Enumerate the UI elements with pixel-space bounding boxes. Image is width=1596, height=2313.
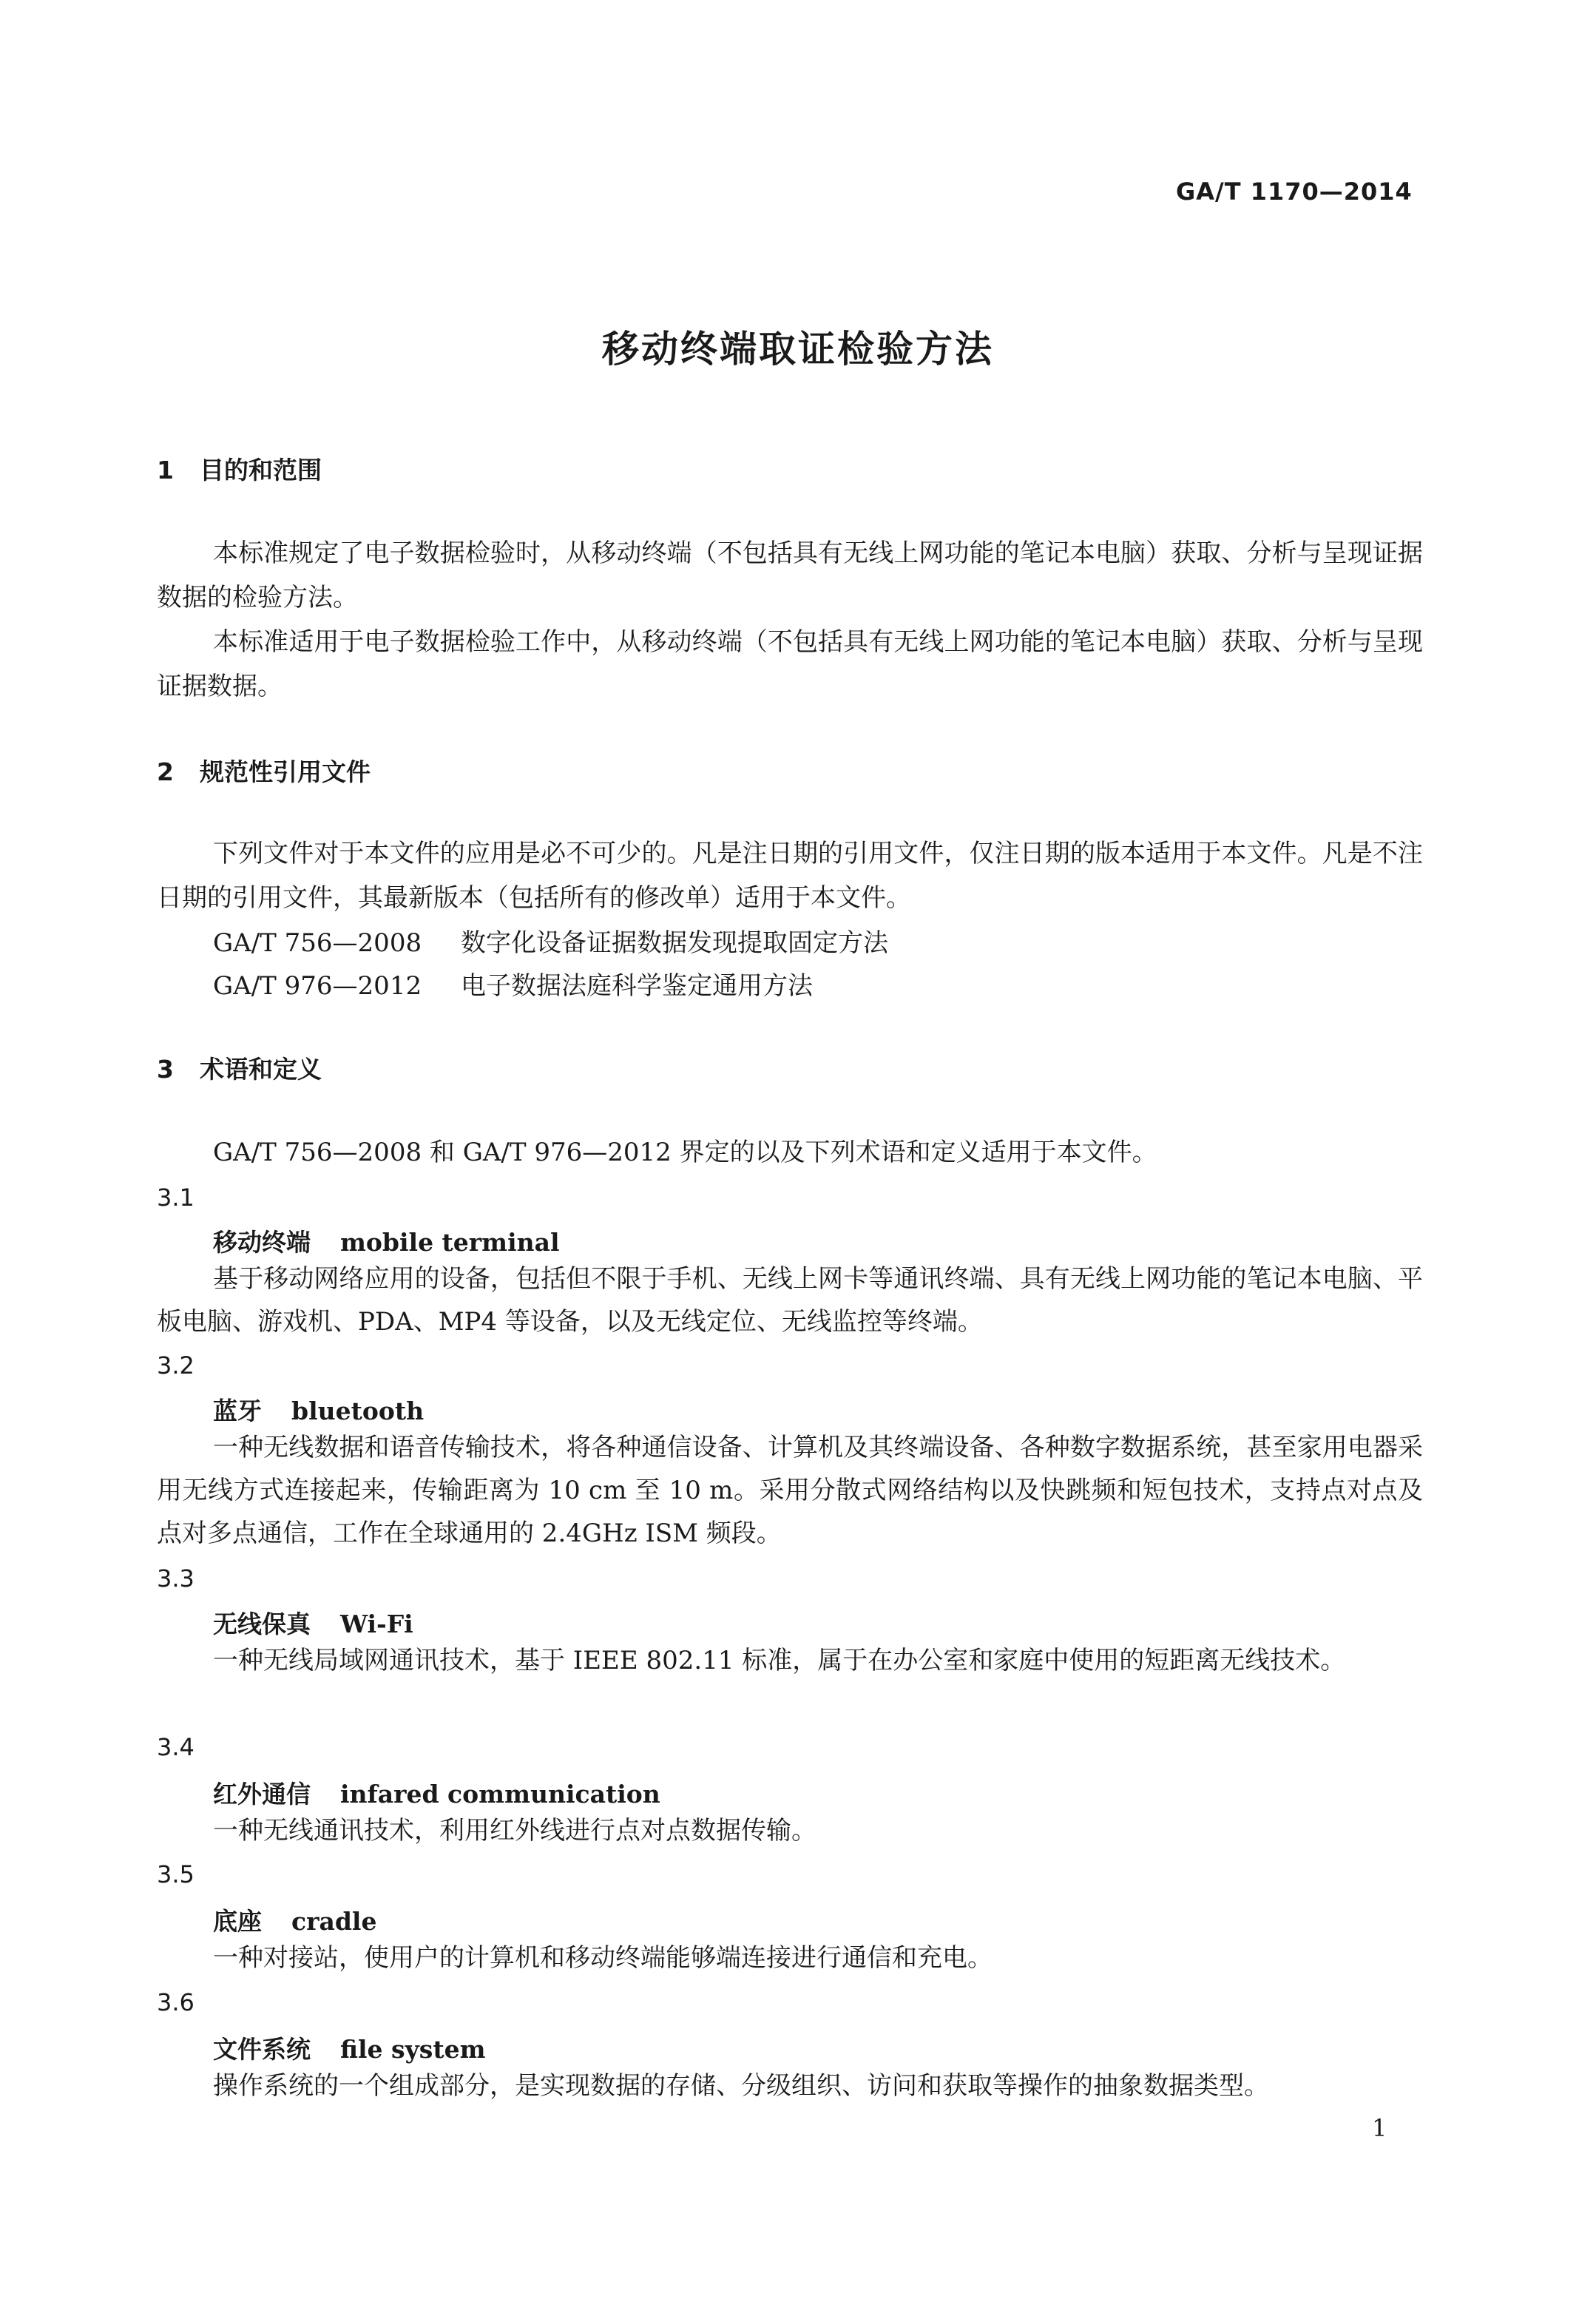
- paragraph: 下列文件对于本文件的应用是必不可少的。凡是注日期的引用文件，仅注日期的版本适用于本文件。凡是不注日期的引用文件，其最新版本（包括所有的修改单）适用于本文件。: [157, 839, 1423, 913]
- section-1-body: [157, 531, 1423, 709]
- term-zh: 底座: [213, 1907, 262, 1936]
- reference-title: 数字化设备证据数据发现提取固定方法: [461, 928, 888, 958]
- definition-text: 一种无线数据和语音传输技术，将各种通信设备、计算机及其终端设备、各种数字数据系统，甚至家用电器采用无线方式连接起来，传输距离为 10 cm 至 10 m。采用分散式网络结构以及快跳频和短包技术，支持点对点及点对多点通信，工作在全球通用的 2.4GHz ISM 频段。: [157, 1433, 1423, 1548]
- term-zh: 红外通信: [213, 1780, 311, 1809]
- reference-title: 电子数据法庭科学鉴定通用方法: [461, 971, 813, 1001]
- reference-code: GA/T 756—2008: [213, 928, 422, 958]
- reference-item: [213, 965, 813, 1002]
- section-1-heading: [157, 451, 322, 486]
- term-number: 3.6: [157, 1988, 195, 2016]
- paragraph: GA/T 756—2008 和 GA/T 976—2012 界定的以及下列术语和定义适用于本文件。: [213, 1138, 1157, 1167]
- term-number: 3.2: [157, 1351, 195, 1380]
- definition-text: 一种无线通讯技术，利用红外线进行点对点数据传输。: [213, 1816, 816, 1846]
- term-definition: [157, 1257, 1423, 1343]
- section-number: 3: [157, 1055, 174, 1084]
- page-number: 1: [1372, 2114, 1387, 2142]
- term-heading: [213, 1605, 413, 1640]
- definition-text: 基于移动网络应用的设备，包括但不限于手机、无线上网卡等通讯终端、具有无线上网功能的笔记本电脑、平板电脑、游戏机、PDA、MP4 等设备，以及无线定位、无线监控等终端。: [157, 1264, 1423, 1337]
- term-zh: 移动终端: [213, 1228, 311, 1257]
- term-number: 3.1: [157, 1183, 195, 1212]
- section-2-heading: [157, 753, 371, 788]
- section-2-body: [157, 831, 1423, 920]
- section-title: 术语和定义: [200, 1055, 322, 1084]
- term-en: mobile terminal: [340, 1228, 560, 1257]
- term-definition: [157, 1809, 1423, 1852]
- section-3-heading: [157, 1050, 322, 1085]
- term-heading: [213, 2030, 486, 2065]
- term-en: file system: [340, 2035, 486, 2064]
- term-en: infared communication: [340, 1780, 660, 1809]
- term-definition: [157, 1639, 1423, 1682]
- paragraph: 本标准适用于电子数据检验工作中，从移动终端（不包括具有无线上网功能的笔记本电脑）获取、分析与呈现证据数据。: [157, 627, 1423, 701]
- term-definition: [157, 1426, 1423, 1555]
- definition-text: 一种对接站，使用户的计算机和移动终端能够端连接进行通信和充电。: [213, 1943, 993, 1973]
- standard-code: GA/T 1170—2014: [1176, 178, 1413, 206]
- reference-item: [213, 922, 888, 959]
- term-definition: [157, 1936, 1423, 1979]
- term-zh: 无线保真: [213, 1610, 311, 1638]
- definition-text: 一种无线局域网通讯技术，基于 IEEE 802.11 标准，属于在办公室和家庭中使用的短距离无线技术。: [213, 1646, 1346, 1675]
- definition-text: 操作系统的一个组成部分，是实现数据的存储、分级组织、访问和获取等操作的抽象数据类型。: [213, 2071, 1269, 2101]
- reference-code: GA/T 976—2012: [213, 971, 422, 1001]
- section-3-intro: [157, 1130, 1423, 1175]
- section-number: 1: [157, 456, 174, 484]
- term-zh: 蓝牙: [213, 1397, 262, 1425]
- term-number: 3.3: [157, 1564, 195, 1593]
- section-title: 目的和范围: [200, 456, 322, 484]
- term-en: bluetooth: [291, 1397, 425, 1425]
- term-definition: [157, 2064, 1423, 2107]
- term-heading: [213, 1902, 376, 1937]
- paragraph: 本标准规定了电子数据检验时，从移动终端（不包括具有无线上网功能的笔记本电脑）获取、分析与呈现证据数据的检验方法。: [157, 538, 1423, 612]
- section-number: 2: [157, 757, 174, 786]
- term-heading: [213, 1223, 560, 1258]
- term-number: 3.5: [157, 1860, 195, 1888]
- document-title: 移动终端取证检验方法: [602, 328, 994, 371]
- term-heading: [213, 1775, 660, 1810]
- term-number: 3.4: [157, 1733, 195, 1761]
- section-title: 规范性引用文件: [200, 757, 371, 786]
- term-heading: [213, 1392, 424, 1427]
- term-zh: 文件系统: [213, 2035, 311, 2064]
- term-en: Wi-Fi: [340, 1610, 413, 1638]
- term-en: cradle: [291, 1907, 377, 1936]
